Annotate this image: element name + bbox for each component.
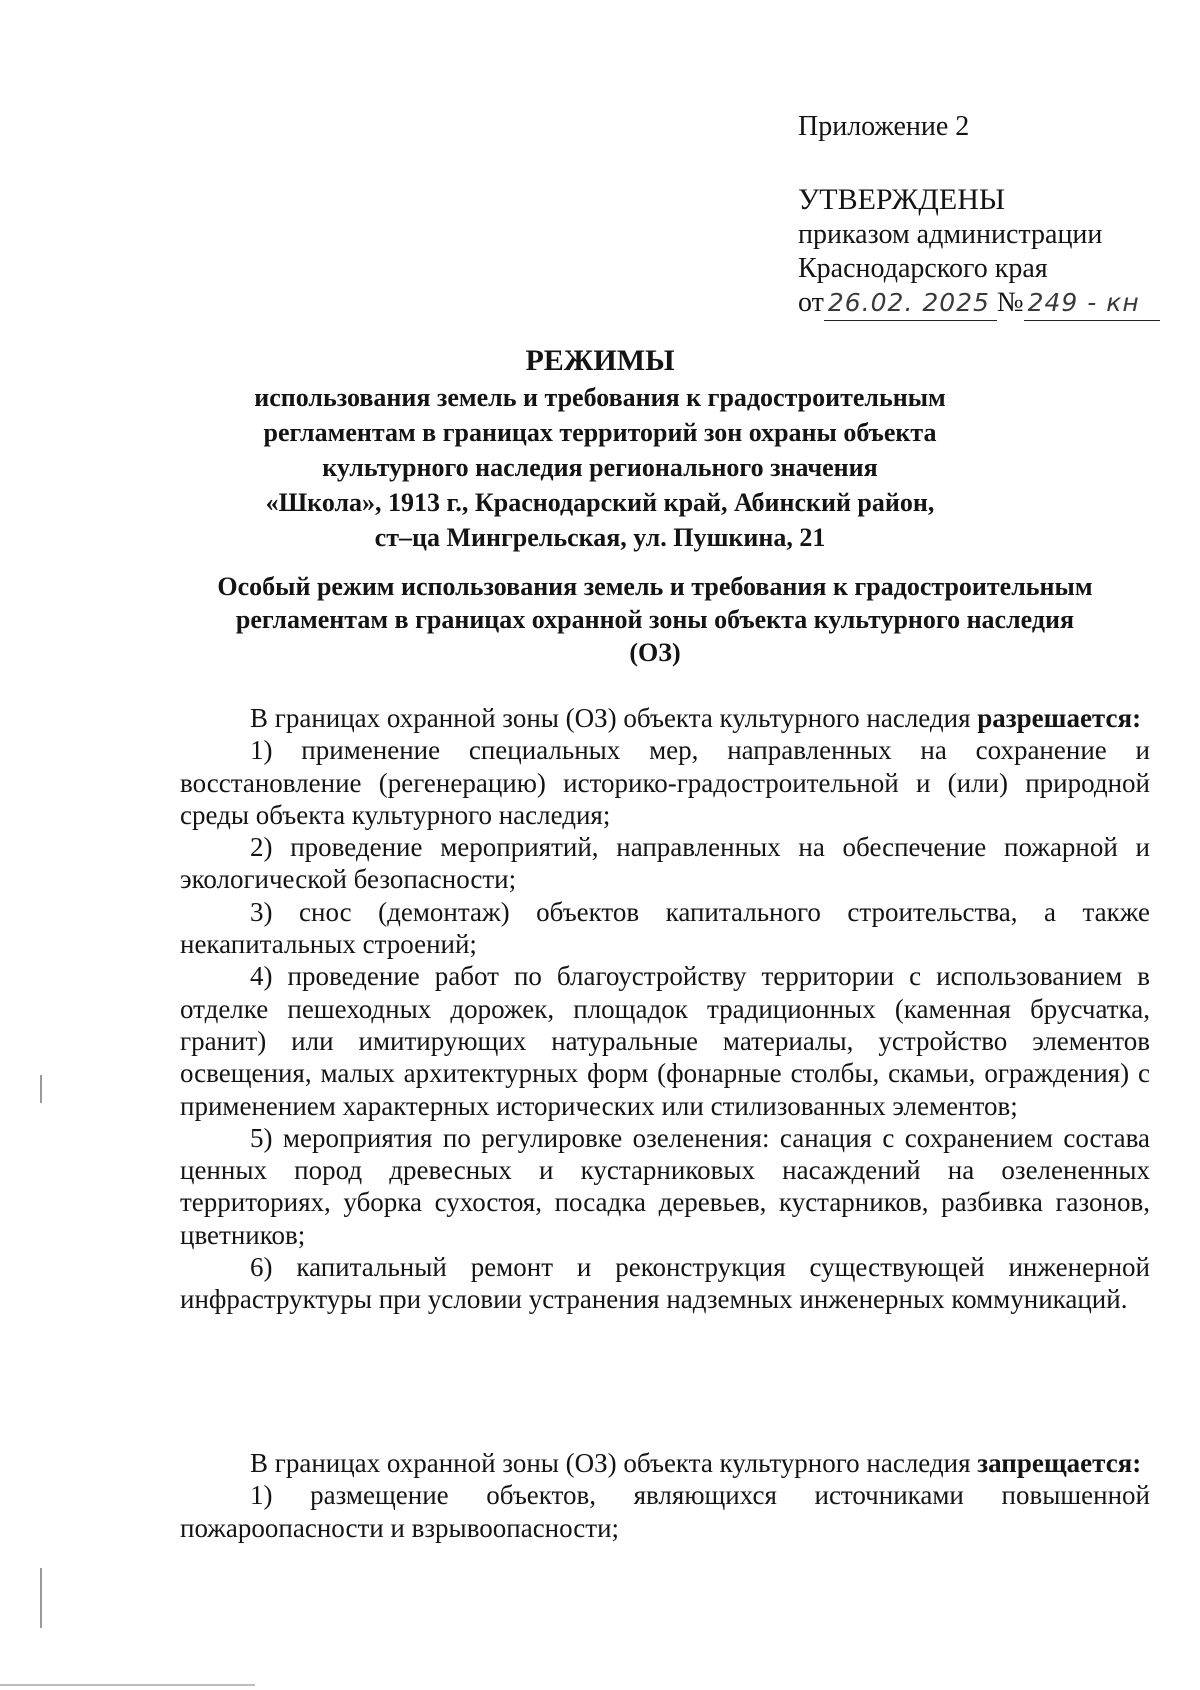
title-subtitle [150, 380, 1050, 555]
list-item: 1) применение специальных мер, направленных на сохранение и восстановление (регенерацию) историко-градостроительной и (или) природной среды объекта культурного наследия; [180, 735, 1150, 830]
date-number-row [798, 286, 1160, 321]
list-item: 3) снос (демонтаж) объектов капитального строительства, а также некапитальных строений; [180, 896, 1150, 960]
allowed-intro [180, 702, 1150, 734]
section-line: регламентам в границах охранной зоны объекта культурного наследия [235, 605, 1075, 634]
number-prefix: № [996, 287, 1024, 318]
appendix-label: Приложение 2 [798, 111, 970, 142]
document-title [150, 342, 1050, 555]
section-heading [170, 570, 1140, 669]
approval-block [798, 110, 1160, 321]
handwritten-number: 249 - кн [1024, 286, 1160, 321]
allowed-section [180, 702, 1150, 1316]
section-line: (ОЗ) [629, 638, 681, 667]
list-item: 6) капитальный ремонт и реконструкция существующей инженерной инфраструктуры при условии устранения надземных инженерных коммуникаций. [180, 1252, 1150, 1315]
forbidden-intro [180, 1447, 1150, 1479]
section-line: Особый режим использования земель и требования к градостроительным [217, 572, 1093, 601]
scan-artifact [0, 1684, 255, 1686]
scan-artifact [40, 1568, 42, 1628]
forbidden-keyword: запрещается: [977, 1448, 1142, 1478]
order-line: приказом администрации [798, 219, 1103, 250]
date-prefix: от [798, 287, 824, 318]
title-line: регламентам в границах территорий зон охраны объекта [263, 418, 937, 447]
title-line: культурного наследия регионального значения [322, 453, 878, 482]
handwritten-date: 26.02. 2025 [824, 286, 997, 321]
forbidden-section [180, 1447, 1150, 1544]
allowed-keyword: разрешается: [977, 703, 1142, 733]
allowed-intro-text: В границах охранной зоны (ОЗ) объекта культурного наследия [250, 703, 971, 733]
title-line: «Школа», 1913 г., Краснодарский край, Абинский район, [265, 488, 935, 517]
list-item: 4) проведение работ по благоустройству территории с использованием в отделке пешеходных дорожек, площадок традиционных (каменная брусчатка, гранит) или имитирующих натуральные материалы, устройство элементов освещения, малых архитектурных форм (фонарные столбы, скамьи, ограждения) с применением характерных исторических или стилизованных элементов; [180, 961, 1150, 1121]
scan-artifact [40, 1075, 42, 1103]
list-item: 1) размещение объектов, являющихся источниками повышенной пожароопасности и взрывоопасности; [180, 1480, 1150, 1543]
region-line: Краснодарского края [798, 253, 1048, 284]
approved-label: УТВЕРЖДЕНЫ [798, 183, 1006, 216]
list-item: 2) проведение мероприятий, направленных на обеспечение пожарной и экологической безопасности; [180, 832, 1150, 895]
list-item: 5) мероприятия по регулировке озеленения: санация с сохранением состава ценных пород древесных и кустарниковых насаждений на озелененных территориях, уборка сухостоя, посадка деревьев, кустарников, разбивка газонов, цветников; [180, 1122, 1150, 1250]
title-main: РЕЖИМЫ [525, 344, 675, 377]
title-line: использования земель и требования к градостроительным [254, 383, 946, 412]
forbidden-intro-text: В границах охранной зоны (ОЗ) объекта культурного наследия [250, 1448, 971, 1478]
title-line: ст–ца Мингрельская, ул. Пушкина, 21 [374, 523, 826, 552]
